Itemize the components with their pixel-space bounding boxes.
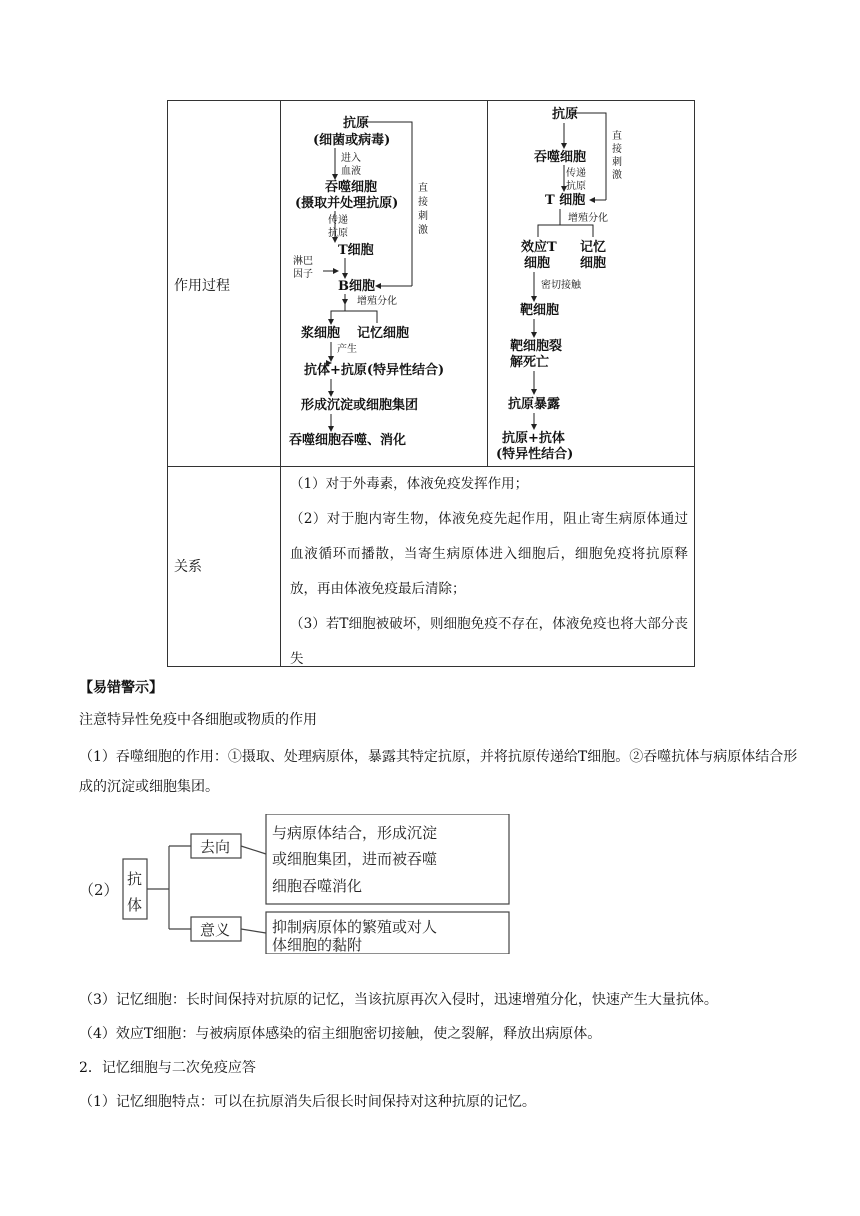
antibody-root-a: 抗 <box>127 870 143 888</box>
cflow-phagocyte: 吞噬细胞 <box>534 150 587 165</box>
cdirect-4: 激 <box>612 170 622 181</box>
cflow-exposure: 抗原暴露 <box>508 397 561 412</box>
cflow-memory-2: 细胞 <box>580 256 607 271</box>
destination-text-3: 细胞吞噬消化 <box>272 877 363 895</box>
cdirect-2: 接 <box>612 144 622 155</box>
antibody-diagram <box>79 814 519 954</box>
edge-enter: 进入 <box>341 153 361 164</box>
row-label-relation: 关系 <box>174 559 202 575</box>
edge-proliferate: 增殖分化 <box>357 296 397 307</box>
cedge-proliferate: 增殖分化 <box>568 213 608 224</box>
item-5: （1）记忆细胞特点：可以在抗原消失后很长时间保持对这种抗原的记忆。 <box>79 1094 536 1110</box>
cedge-antigen: 抗原 <box>566 181 586 192</box>
flow-phagocyte: 吞噬细胞 <box>325 180 378 195</box>
section-2-heading: 2．记忆细胞与二次免疫应答 <box>79 1060 256 1076</box>
cflow-lysis-2: 解死亡 <box>510 355 550 370</box>
flow-antibody-antigen: 抗体+抗原(特异性结合) <box>304 363 445 378</box>
cflow-t-cell: T 细胞 <box>545 193 586 208</box>
direct-4: 激 <box>418 225 428 236</box>
relation-item-1: （1）对于外毒素，体液免疫发挥作用； <box>290 476 529 492</box>
cflow-antigen-antibody: 抗原+抗体 <box>502 431 565 446</box>
direct-1: 直 <box>418 183 428 194</box>
warning-title: 【易错警示】 <box>79 680 163 696</box>
branch-destination: 去向 <box>200 838 231 856</box>
branch-significance: 意义 <box>200 921 231 939</box>
cflow-target-cell: 靶细胞 <box>520 303 560 318</box>
edge-blood: 血液 <box>341 166 361 177</box>
edge-pass: 传递 <box>328 215 348 226</box>
item-3: （3）记忆细胞：长时间保持对抗原的记忆，当该抗原再次入侵时，迅速增殖分化，快速产生大量抗体。 <box>79 992 718 1008</box>
item-1: （1）吞噬细胞的作用：①摄取、处理病原体，暴露其特定抗原，并将抗原传递给T细胞。②吞噬抗体与病原体结合形成的沉淀或细胞集团。 <box>79 749 798 795</box>
flow-antigen-sub: (细菌或病毒) <box>313 133 391 148</box>
edge-produce: 产生 <box>337 344 357 355</box>
antibody-root-b: 体 <box>127 896 143 914</box>
flow-precipitate: 形成沉淀或细胞集团 <box>301 398 419 413</box>
edge-antigen: 抗原 <box>328 228 348 239</box>
cellular-immunity-flowchart <box>488 101 693 465</box>
cflow-memory-1: 记忆 <box>580 240 607 255</box>
destination-text-2: 或细胞集团，进而被吞噬 <box>272 850 438 868</box>
relation-item-2: （2）对于胞内寄生物，体液免疫先起作用，阻止寄生病原体通过血液循环而播散，当寄生病原体进入细胞后，细胞免疫将抗原释放，再由体液免疫最后清除； <box>290 511 688 597</box>
direct-3: 刺 <box>418 211 428 222</box>
cdirect-3: 刺 <box>612 157 622 168</box>
flow-b-cell: B细胞 <box>338 279 375 294</box>
relation-item-3: （3）若T细胞被破坏，则细胞免疫不存在，体液免疫也将大部分丧失 <box>290 616 688 667</box>
flow-memory-cell: 记忆细胞 <box>357 326 410 341</box>
row-label-process: 作用过程 <box>174 278 230 294</box>
item-4: （4）效应T细胞：与被病原体感染的宿主细胞密切接触，使之裂解，释放出病原体。 <box>79 1026 602 1042</box>
significance-text-1: 抑制病原体的繁殖或对人 <box>272 918 438 936</box>
cflow-lysis-1: 靶细胞裂 <box>510 339 563 354</box>
intro-text: 注意特异性免疫中各细胞或物质的作用 <box>79 712 317 728</box>
cflow-antigen: 抗原 <box>552 107 579 122</box>
cedge-pass: 传递 <box>566 168 586 179</box>
direct-2: 接 <box>418 197 428 208</box>
destination-text-1: 与病原体结合，形成沉淀 <box>272 824 438 842</box>
cflow-effector-t-2: 细胞 <box>524 256 551 271</box>
cflow-specific-binding: (特异性结合) <box>496 447 574 462</box>
cflow-effector-t-1: 效应T <box>521 240 557 255</box>
cdirect-1: 直 <box>612 131 622 142</box>
cedge-contact: 密切接触 <box>541 280 581 291</box>
antibody-item-label: （2） <box>79 881 119 899</box>
lymphokine-b: 因子 <box>293 269 313 280</box>
lymphokine-a: 淋巴 <box>293 256 313 267</box>
relation-cell <box>290 467 688 677</box>
flow-t-cell: T细胞 <box>338 243 374 258</box>
flow-antigen: 抗原 <box>343 116 370 131</box>
significance-text-2: 体细胞的黏附 <box>272 936 363 954</box>
flow-digest: 吞噬细胞吞噬、消化 <box>289 433 407 448</box>
flow-phagocyte-sub: (摄取并处理抗原) <box>295 196 399 211</box>
flow-plasma-cell: 浆细胞 <box>301 326 341 341</box>
humoral-immunity-flowchart <box>281 101 486 465</box>
